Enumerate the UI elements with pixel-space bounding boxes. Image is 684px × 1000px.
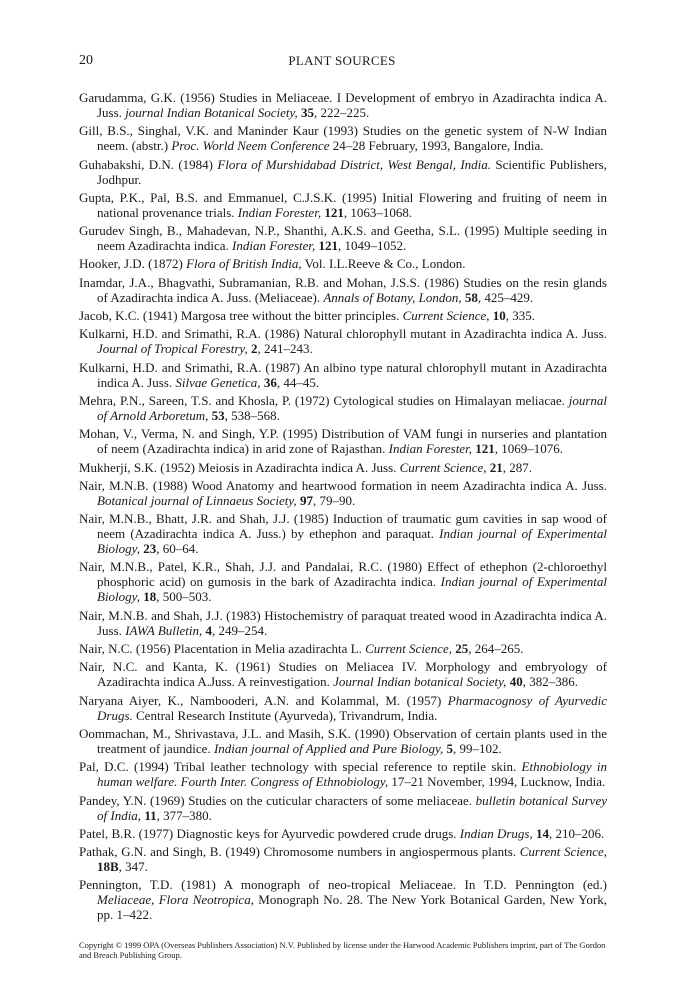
reference-entry <box>79 393 607 423</box>
reference-volume: 121 <box>324 204 344 220</box>
reference-text: Vol. I.L.Reeve & Co., London. <box>301 256 466 272</box>
reference-text: Garudamma, G.K. (1956) Studies in Meliaceae. I Development of embryo in Azadirachta indica A. Juss. <box>79 90 607 120</box>
reference-entry <box>79 693 607 723</box>
reference-source: Proc. World Neem Conference <box>171 138 330 154</box>
reference-volume: 10 <box>492 308 506 324</box>
reference-volume: 21 <box>489 459 503 475</box>
reference-entry <box>79 726 607 756</box>
reference-volume: 23 <box>143 541 157 557</box>
reference-entry <box>79 478 607 508</box>
reference-entry <box>79 793 607 823</box>
reference-text: , 60–64. <box>156 541 199 557</box>
reference-text: Inamdar, J.A., Bhagvathi, Subramanian, R.B. and Mohan, J.S.S. (1986) Studies on the resin glands of Azadirachta indica A. Juss. (Meliaceae). <box>79 274 607 305</box>
reference-source: Meliaceae, Flora Neotropica, <box>97 892 254 908</box>
reference-entry <box>79 190 607 220</box>
reference-entry <box>79 123 607 153</box>
reference-text: , 1049–1052. <box>338 238 407 254</box>
reference-source: Current Science, <box>519 844 607 860</box>
running-head: PLANT SOURCES <box>288 53 396 68</box>
reference-text: Patel, B.R. (1977) Diagnostic keys for Ayurvedic powdered crude drugs. <box>79 825 460 841</box>
reference-source: Current Science, <box>399 459 487 475</box>
reference-text: , 287. <box>502 459 533 475</box>
reference-text: , 1069–1076. <box>494 441 563 457</box>
reference-text: Nair, N.C. and Kanta, K. (1961) Studies on Meliacea IV. Morphology and embryology of Azadirachta indica A.Juss. A reinvestigation. <box>79 659 607 690</box>
reference-source: bulletin botanical Survey of India, <box>97 792 607 823</box>
reference-volume: 121 <box>475 441 495 457</box>
reference-source: Indian Forester, <box>237 204 322 220</box>
reference-source: Current Science, <box>365 641 452 657</box>
reference-volume: 25 <box>455 641 469 657</box>
reference-text: Gurudev Singh, B., Mahadevan, N.P., Shanthi, A.K.S. and Geetha, S.L. (1995) Multiple seeding in neem Azadirachta indica. <box>79 223 607 254</box>
reference-entry <box>79 877 607 922</box>
reference-text: Hooker, J.D. (1872) <box>79 256 187 272</box>
reference-text: Monograph No. 28. The New York Botanical Garden, New York, pp. 1–422. <box>97 892 607 923</box>
reference-entry <box>79 759 607 789</box>
reference-source: Pharmacognosy of Ayurvedic Drugs. <box>97 692 607 723</box>
reference-text: , 249–254. <box>212 622 268 638</box>
reference-volume: 11 <box>144 807 157 823</box>
reference-entry <box>79 826 607 841</box>
reference-entry <box>79 511 607 556</box>
reference-text: Nair, M.N.B. and Shah, J.J. (1983) Histochemistry of paraquat treated wood in Azadirachta indica A. Juss. <box>79 607 607 638</box>
reference-text: , 377–380. <box>156 807 212 823</box>
reference-text: Pathak, G.N. and Singh, B. (1949) Chromosome numbers in angiospermous plants. <box>79 844 520 860</box>
reference-volume: 18B <box>97 859 119 875</box>
reference-text: , 210–206. <box>548 825 605 841</box>
reference-entry <box>79 308 607 323</box>
reference-entry <box>79 326 607 356</box>
reference-text: Nair, M.N.B., Patel, K.R., Shah, J.J. and Pandalai, R.C. (1980) Effect of ethephon (2-chloroethyl phosphoric acid) on gumosis in the bark of Azadirachta indica. <box>79 559 607 590</box>
reference-text: , 241–243. <box>257 341 313 357</box>
reference-text: , 264–265. <box>468 641 524 657</box>
reference-source: Current Science, <box>402 308 490 324</box>
reference-text: Kulkarni, H.D. and Srimathi, R.A. (1986) Natural chlorophyll mutant in Azadirachta indica A. Juss. <box>79 326 607 342</box>
reference-source: Indian journal of Applied and Pure Biology, <box>213 740 444 756</box>
reference-source: Ethnobiology in human welfare. Fourth Inter. Congress of Ethnobiology, <box>97 759 607 790</box>
reference-entry <box>79 659 607 689</box>
reference-text: Pal, D.C. (1994) Tribal leather technology with special reference to reptile skin. <box>79 759 522 775</box>
reference-volume: 2 <box>250 341 258 357</box>
reference-text: Central Research Institute (Ayurveda), Trivandrum, India. <box>132 707 438 723</box>
reference-source: Annals of Botany, London, <box>323 289 462 305</box>
reference-source: journal Indian Botanical Society, <box>125 105 298 120</box>
reference-entry <box>79 90 607 120</box>
reference-source: Journal of Tropical Forestry, <box>97 341 248 357</box>
reference-entry <box>79 275 607 305</box>
reference-text: Nair, N.C. (1956) Placentation in Melia azadirachta L. <box>79 641 366 657</box>
reference-text: Pandey, Y.N. (1969) Studies on the cuticular characters of some meliaceae. <box>79 792 476 808</box>
reference-text: 17–21 November, 1994, Lucknow, India. <box>388 774 606 790</box>
reference-text: Gill, B.S., Singhal, V.K. and Maninder Kaur (1993) Studies on the genetic system of N-W Indian neem. (abstr.) <box>79 123 607 154</box>
reference-source: Botanical journal of Linnaeus Society, <box>97 492 297 508</box>
reference-source: Indian journal of Experimental Biology, <box>97 574 607 605</box>
reference-volume: 5 <box>446 740 453 756</box>
reference-volume: 58 <box>464 289 478 305</box>
reference-source: Indian Forester, <box>232 238 316 254</box>
reference-entry <box>79 844 607 874</box>
reference-text: , 500–503. <box>156 589 212 605</box>
reference-entry <box>79 608 607 638</box>
reference-text: Guhabakshi, D.N. (1984) <box>79 156 218 172</box>
reference-entry <box>79 223 607 253</box>
reference-source: Flora of British India, <box>186 256 302 272</box>
reference-source: Flora of Murshidabad District, West Bengal, India. <box>217 156 492 172</box>
reference-text: Nair, M.N.B. (1988) Wood Anatomy and heartwood formation in neem Azadirachta indica A. Juss. <box>79 477 607 493</box>
reference-source: Silvae Genetica, <box>175 374 261 390</box>
reference-volume: 35 <box>301 105 315 120</box>
reference-text: Mohan, V., Verma, N. and Singh, Y.P. (1995) Distribution of VAM fungi in nurseries and plantation of neem (Azadirachta indica) in arid zone of Rajasthan. <box>79 426 607 457</box>
reference-text: Jacob, K.C. (1941) Margosa tree without the bitter principles. <box>79 308 403 324</box>
reference-text: , 382–386. <box>522 674 578 690</box>
reference-volume: 4 <box>205 622 213 638</box>
reference-text: Oommachan, M., Shrivastava, J.L. and Masih, S.K. (1990) Observation of certain plants used in the treatment of jaundice. <box>79 725 607 756</box>
reference-entry <box>79 360 607 390</box>
reference-text: Gupta, P.K., Pal, B.S. and Emmanuel, C.J.S.K. (1995) Initial Flowering and fruiting of neem in national provenance trials. <box>79 189 607 220</box>
reference-text: , 335. <box>505 308 535 324</box>
reference-text: , 425–429. <box>477 289 534 305</box>
reference-source: journal of Arnold Arboretum, <box>97 392 607 423</box>
reference-text: , 44–45. <box>276 374 320 390</box>
reference-source: Indian journal of Experimental Biology, <box>97 526 607 557</box>
reference-text: 24–28 February, 1993, Bangalore, India. <box>329 138 544 154</box>
reference-text: Scientific Publishers, Jodhpur. <box>97 156 607 187</box>
reference-text: Naryana Aiyer, K., Nambooderi, A.N. and Kolammal, M. (1957) <box>79 692 448 708</box>
page-number: 20 <box>79 53 93 68</box>
reference-text: Mukherji, S.K. (1952) Meiosis in Azadirachta indica A. Juss. <box>79 459 400 475</box>
reference-text: , 79–90. <box>312 492 356 508</box>
reference-volume: 36 <box>263 374 277 390</box>
reference-volume: 14 <box>535 825 549 841</box>
reference-volume: 40 <box>509 674 523 690</box>
reference-text: , 99–102. <box>453 740 502 756</box>
reference-volume: 97 <box>299 492 313 508</box>
reference-text: , 1063–1068. <box>343 204 413 220</box>
copyright-notice: Copyright © 1999 OPA (Overseas Publishers Association) N.V. Published by license under the Harwood Academic Publishers imprint, part of The Gordon and Breach Publishing Group. <box>79 940 606 960</box>
reference-volume: 121 <box>318 238 339 254</box>
reference-text: Pennington, T.D. (1981) A monograph of neo-tropical Meliaceae. In T.D. Pennington (ed.) <box>79 877 607 893</box>
reference-entry <box>79 426 607 456</box>
reference-entry <box>79 641 607 656</box>
reference-text: Nair, M.N.B., Bhatt, J.R. and Shah, J.J. (1985) Induction of traumatic gum cavities in sap wood of neem (Azadirachta indica A. Juss.) by ethephon and paraquat. <box>79 511 607 542</box>
reference-source: IAWA Bulletin, <box>125 622 203 638</box>
reference-list <box>79 90 607 926</box>
reference-entry <box>79 256 607 271</box>
reference-text: , 347. <box>118 859 148 875</box>
reference-text: Mehra, P.N., Sareen, T.S. and Khosla, P. (1972) Cytological studies on Himalayan meliacae. <box>79 392 569 408</box>
reference-entry <box>79 460 607 475</box>
reference-text: Kulkarni, H.D. and Srimathi, R.A. (1987) An albino type natural chlorophyll mutant in Azadirachta indica A. Juss. <box>79 359 607 390</box>
reference-source: Journal Indian botanical Society, <box>333 674 507 690</box>
reference-volume: 18 <box>143 589 157 605</box>
reference-entry <box>79 157 607 187</box>
reference-entry <box>79 559 607 604</box>
reference-source: Indian Drugs, <box>459 825 533 841</box>
reference-source: Indian Forester, <box>388 441 472 457</box>
reference-text: , 222–225. <box>314 105 370 120</box>
reference-volume: 53 <box>211 407 225 423</box>
reference-text: , 538–568. <box>224 407 280 423</box>
